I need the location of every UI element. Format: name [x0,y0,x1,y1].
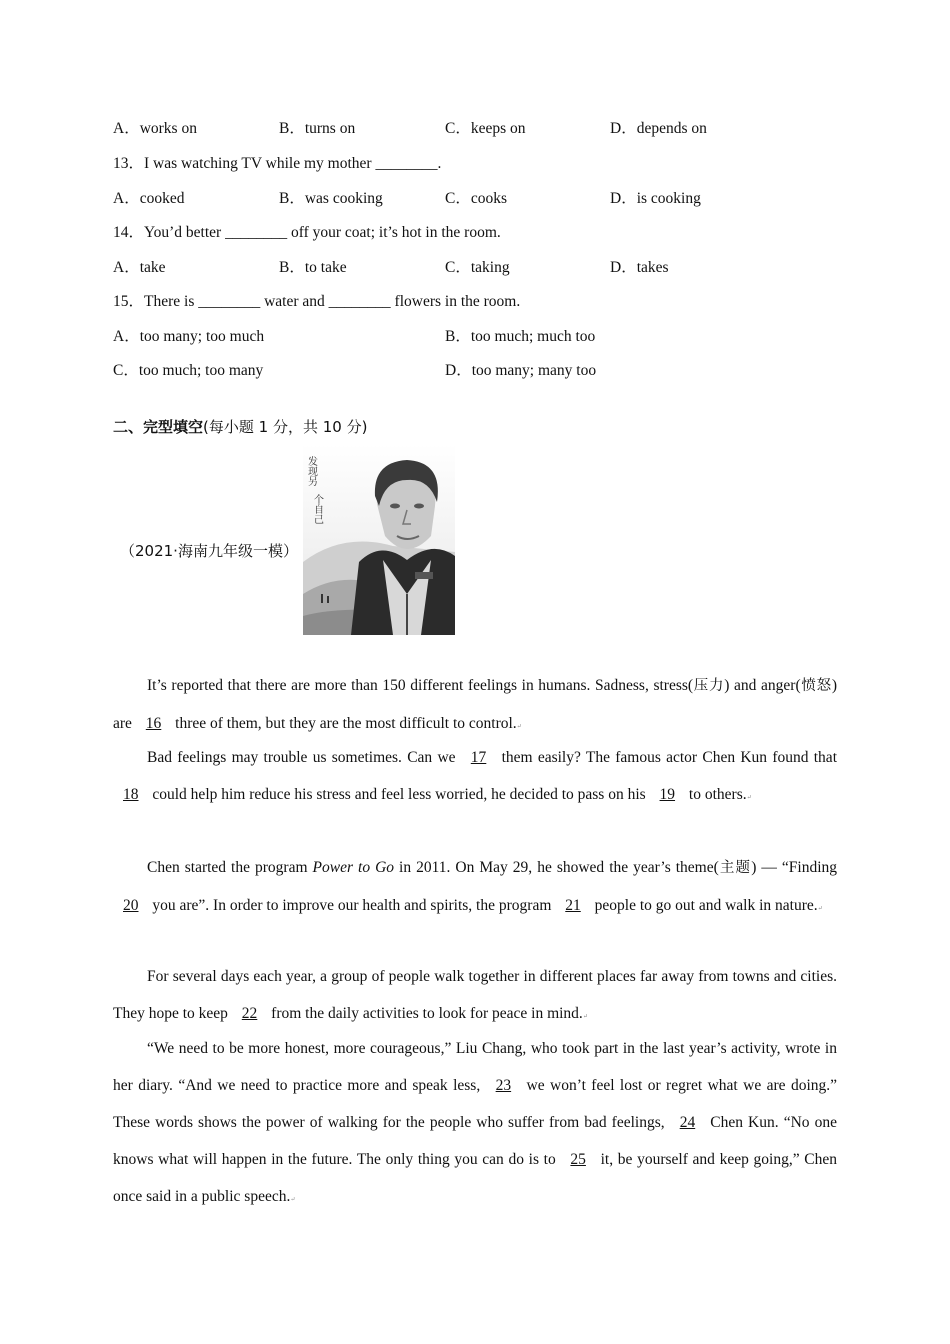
q12-option-a: A．works on [113,120,197,137]
q15-stem: 15．There is ________ water and ________ flowers in the room. [113,293,521,310]
q15-option-b: B．too much; much too [445,328,596,345]
blank-21[interactable]: 21 [565,897,581,914]
p3-text-b: in 2011. On May 29, he showed the year’s theme( [394,859,719,876]
p1-gloss-stress: 压力 [693,678,725,694]
p3-text-a: Chen started the program [147,859,313,876]
passage-photo [303,444,455,635]
passage-paragraph-5: “We need to be more honest, more courageous,” Liu Chang, who took part in the last year’s activity, wrote in her diary. “And we need to practice more and speak less, 23 we won’t feel lost or regret what we are doing.” These words shows the power of walking for the people who suffer from bad feelings, 24 Chen Kun. “No one knows what will happen in the future. The only thing you can do is to 25 it, be yourself and keep going,” Chen once said in a public speech.↵ [113,1040,837,1205]
p2-text-d: to others. [685,786,747,803]
q14-option-b: B．to take [279,259,347,276]
q13-option-a: A．cooked [113,190,185,207]
q15-option-a: A．too many; too much [113,328,265,345]
program-name: Power to Go [312,859,395,876]
p5-text-a: “We need to be more honest, more courageous,” Liu Chang, who took part in the last year’s activity, wrote in her diary. “And we need to practice more and speak less, [113,1040,837,1094]
blank-22[interactable]: 22 [241,1005,258,1022]
photo-caption-1: 发现另 [305,456,317,486]
blank-23[interactable]: 23 [495,1077,512,1094]
q12-option-c: C．keeps on [445,120,526,137]
q13-option-d: D．is cooking [610,190,701,207]
p5-text-b: we won’t feel lost or regret what we are doing.” These words shows the power of walking for the people who suffer from bad feelings, [113,1077,837,1131]
blank-18[interactable]: 18 [123,786,139,803]
p5-text-c: Chen Kun. “No one knows what will happen in the future. The only thing you can do is to [113,1114,837,1168]
blank-17[interactable]: 17 [470,749,487,766]
q12-option-b: B．turns on [279,120,356,137]
passage-source: （2021·海南九年级一模） [120,542,298,560]
q14-stem: 14．You’d better ________ off your coat; it’s hot in the room. [113,224,501,241]
passage-paragraph-3: Chen started the program Power to Go in 2011. On May 29, he showed the year’s theme(主题) — “Finding 20 you are”. In order to improve our health and spirits, the program 21 people to go out and walk in nature.↵ [113,849,837,928]
p3-text-e: people to go out and walk in nature. [590,897,818,914]
photo-caption-2: 个自己 [311,494,323,524]
q15-option-d: D．too many; many too [445,362,597,379]
blank-19[interactable]: 19 [659,786,676,803]
p2-text-a: Bad feelings may trouble us sometimes. Can we [147,749,461,766]
p4-text-b: from the daily activities to look for peace in mind. [267,1005,583,1022]
passage-paragraph-1: It’s reported that there are more than 150 different feelings in humans. Sadness, stress(压力) and anger(愤怒) are 16 three of them, but they are the most difficult to control.↵ [113,677,838,732]
p1-text-d: three of them, but they are the most difficult to control. [171,715,517,732]
p5-text-d: it, be yourself and keep going,” Chen once said in a public speech. [113,1151,837,1205]
q13-option-c: C．cooks [445,190,508,207]
p1-gloss-anger: 愤怒 [800,678,832,694]
blank-25[interactable]: 25 [570,1151,586,1168]
q14-option-d: D．takes [610,259,669,276]
q14-option-c: C．taking [445,259,510,276]
passage-paragraph-4: For several days each year, a group of people walk together in different places far away from towns and cities. They hope to keep 22 from the daily activities to look for peace in mind.↵ [113,968,837,1022]
q13-stem: 13．I was watching TV while my mother ________. [113,155,442,172]
q13-option-b: B．was cooking [279,190,383,207]
p3-gloss-theme: 主题 [718,860,752,876]
p4-text-a: For several days each year, a group of people walk together in different places far away from towns and cities. They hope to keep [113,968,837,1022]
p3-text-c: ) — “Finding [751,859,838,876]
q14-option-a: A．take [113,259,166,276]
section-title [113,416,367,437]
p2-text-b: them easily? The famous actor Chen Kun found that [496,749,837,766]
section-title-scoring: (每小题 1 分，共 10 分) [203,418,368,436]
q15-option-c: C．too much; too many [113,362,264,379]
p1-text-b: ) and anger( [724,677,801,694]
p1-text-a: It’s reported that there are more than 150 different feelings in humans. Sadness, stress( [147,677,694,694]
p2-text-c: could help him reduce his stress and feel less worried, he decided to pass on his [148,786,650,803]
p3-text-d: you are”. In order to improve our health and spirits, the program [148,897,556,914]
passage-paragraph-2: Bad feelings may trouble us sometimes. Can we 17 them easily? The famous actor Chen Kun found that 18 could help him reduce his stress and feel less worried, he decided to pass on his 19 to others.↵ [113,739,837,817]
blank-20[interactable]: 20 [123,897,139,914]
blank-24[interactable]: 24 [679,1114,696,1131]
p1-text-c: ) are [113,677,838,732]
blank-16[interactable]: 16 [145,715,162,732]
section-title-bold: 二、完型填空 [113,418,204,436]
q12-option-d: D．depends on [610,120,707,137]
